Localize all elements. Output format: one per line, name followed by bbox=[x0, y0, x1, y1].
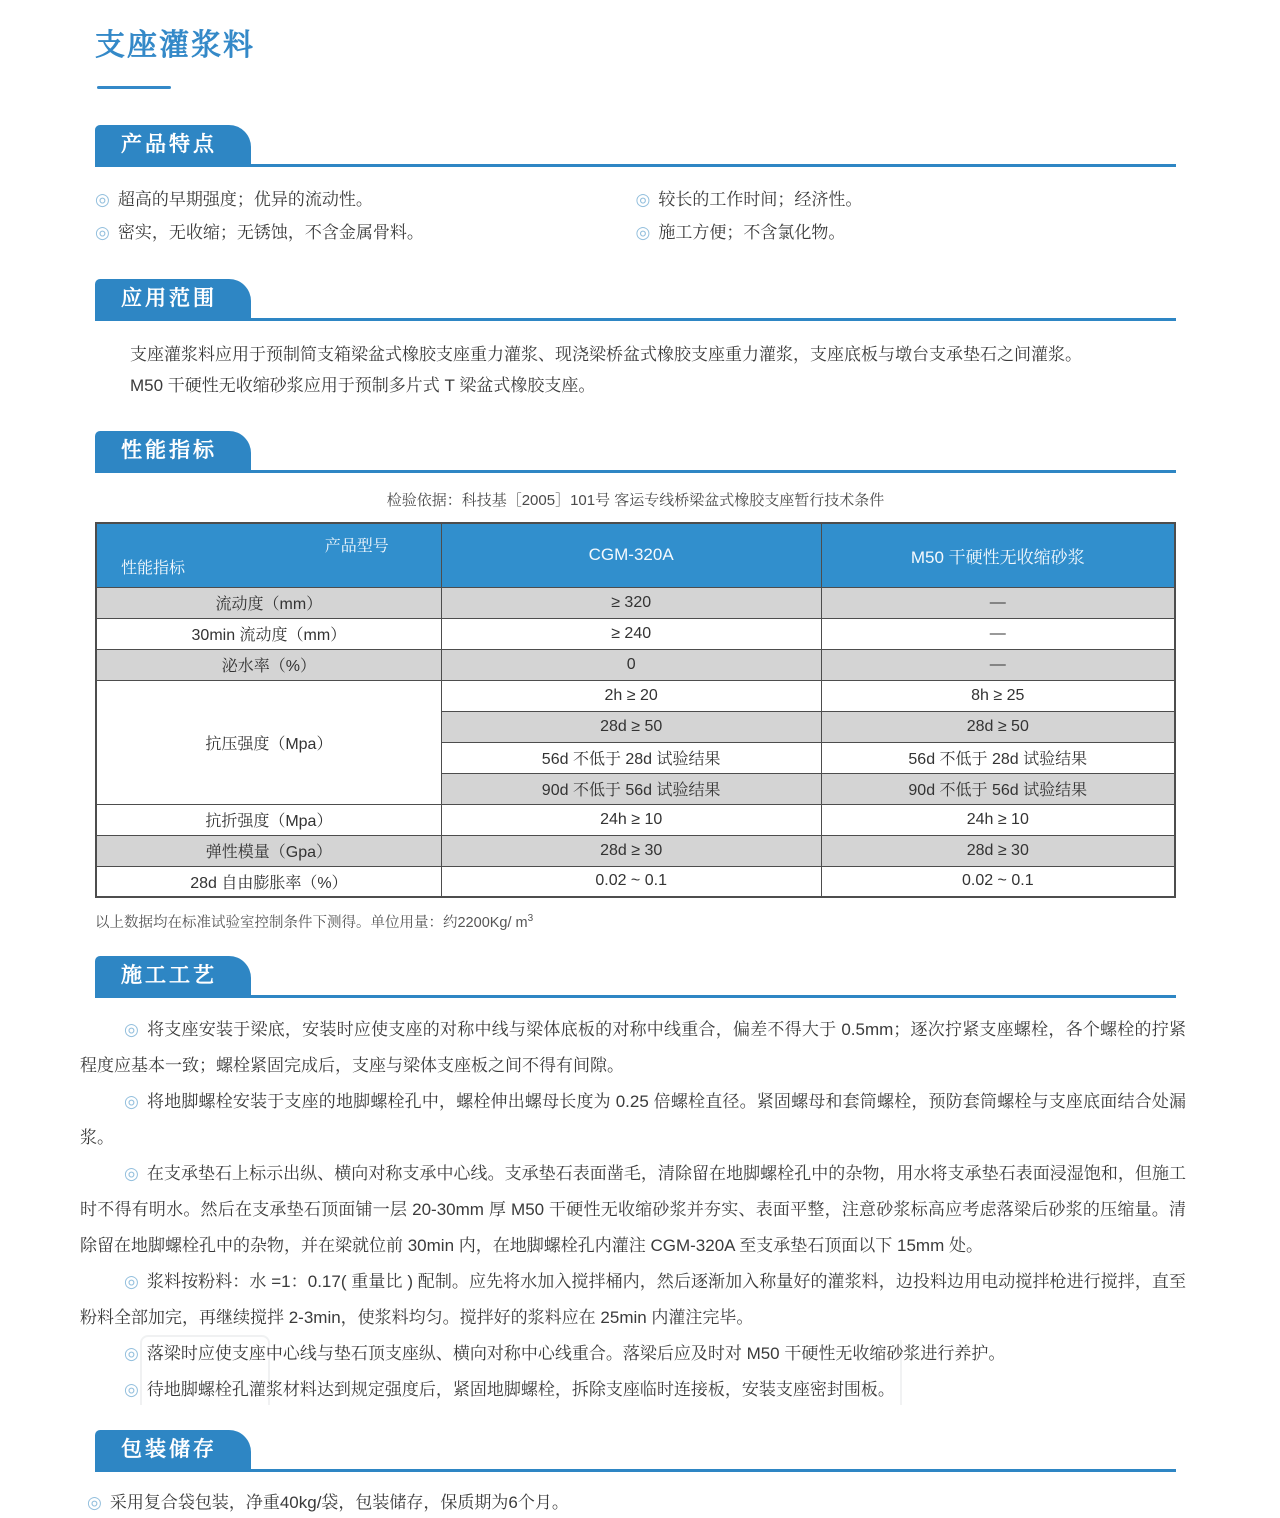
row-label: 抗折强度（Mpa） bbox=[96, 804, 441, 835]
section-badge: 施工工艺 bbox=[95, 956, 251, 995]
step-text: 在支承垫石上标示出纵、横向对称支承中心线。支承垫石表面凿毛，清除留在地脚螺栓孔中的杂物，用水将支承垫石表面浸湿饱和，但施工时不得有明水。然后在支承垫石顶面铺一层 20-30mm 厚 M50 干硬性无收缩砂浆并夯实、表面平整，注意砂浆标高应考虑落梁后砂浆的压缩量。清除留在地脚螺栓孔中的杂物，并在梁就位前 30min 内，在地脚螺栓孔内灌注 CGM-320A 至支承垫石顶面以下 15mm 处。 bbox=[80, 1164, 1186, 1255]
cell-value: 28d ≥ 30 bbox=[821, 835, 1175, 866]
step-text: 将支座安装于梁底，安装时应使支座的对称中线与梁体底板的对称中线重合，偏差不得大于 0.5mm；逐次拧紧支座螺栓，各个螺栓的拧紧程度应基本一致；螺栓紧固完成后，支座与梁体支座板之间不得有间隙。 bbox=[80, 1020, 1186, 1075]
cell-value: 8h ≥ 25 bbox=[821, 680, 1175, 711]
page-title: 支座灌浆料 bbox=[95, 29, 255, 62]
cell-value: 2h ≥ 20 bbox=[441, 680, 821, 711]
application-paragraph: M50 干硬性无收缩砂浆应用于预制多片式 T 梁盆式橡胶支座。 bbox=[130, 376, 596, 395]
section-badge: 性能指标 bbox=[95, 431, 251, 470]
section-badge: 产品特点 bbox=[95, 125, 251, 164]
process-step bbox=[80, 1372, 1186, 1408]
bullseye-bullet-icon: ◎ bbox=[635, 223, 651, 242]
cell-value: 56d 不低于 28d 试验结果 bbox=[821, 742, 1175, 773]
features-column-left bbox=[95, 183, 636, 249]
row-label: 28d 自由膨胀率（%） bbox=[96, 866, 441, 897]
cell-value: 28d ≥ 30 bbox=[441, 835, 821, 866]
cell-value: — bbox=[821, 649, 1175, 680]
performance-table bbox=[95, 522, 1176, 898]
features-column-right bbox=[636, 183, 1177, 249]
row-label: 流动度（mm） bbox=[96, 587, 441, 618]
table-row bbox=[96, 835, 1175, 866]
diagonal-corner-cell bbox=[96, 523, 441, 587]
corner-label-product-model: 产品型号 bbox=[324, 538, 389, 555]
cell-value: ≥ 320 bbox=[441, 587, 821, 618]
feature-text: 密实，无收缩；无锈蚀，不含金属骨料。 bbox=[117, 223, 424, 242]
cell-value: ≥ 240 bbox=[441, 618, 821, 649]
section-performance-indicators bbox=[95, 431, 1176, 932]
section-badge: 包装储存 bbox=[95, 1430, 251, 1469]
section-application-scope bbox=[95, 279, 1176, 401]
column-header-cgm320a: CGM-320A bbox=[441, 523, 821, 587]
step-text: 浆料按粉料：水 =1：0.17( 重量比 ) 配制。应先将水加入搅拌桶内，然后逐渐加入称量好的灌浆料，边投料边用电动搅拌枪进行搅拌，直至粉料全部加完，再继续搅拌 2-3min，使浆料均匀。搅拌好的浆料应在 25min 内灌注完毕。 bbox=[80, 1272, 1186, 1327]
step-text: 待地脚螺栓孔灌浆材料达到规定强度后，紧固地脚螺栓，拆除支座临时连接板，安装支座密封围板。 bbox=[146, 1380, 895, 1399]
list-item bbox=[95, 216, 636, 249]
list-item bbox=[87, 1488, 1176, 1518]
feature-text: 超高的早期强度；优异的流动性。 bbox=[117, 190, 373, 209]
bullseye-bullet-icon: ◎ bbox=[124, 1092, 140, 1111]
section-construction-process bbox=[80, 956, 1186, 1408]
application-body bbox=[130, 339, 1176, 401]
list-item bbox=[636, 183, 1177, 216]
bullseye-bullet-icon: ◎ bbox=[95, 223, 110, 242]
feature-text: 较长的工作时间；经济性。 bbox=[658, 190, 863, 209]
process-steps bbox=[80, 1012, 1186, 1408]
table-row bbox=[96, 866, 1175, 897]
cell-value: 0.02 ~ 0.1 bbox=[441, 866, 821, 897]
list-item bbox=[636, 216, 1177, 249]
cell-value: 28d ≥ 50 bbox=[821, 711, 1175, 742]
step-text: 将地脚螺栓安装于支座的地脚螺栓孔中，螺栓伸出螺母长度为 0.25 倍螺栓直径。紧固螺母和套筒螺栓，预防套筒螺栓与支座底面结合处漏浆。 bbox=[80, 1092, 1186, 1147]
table-row bbox=[96, 649, 1175, 680]
packaging-text: 采用复合袋包装，净重40kg/袋，包装储存，保质期为6个月。 bbox=[109, 1493, 569, 1512]
list-item bbox=[95, 183, 636, 216]
cell-value: 28d ≥ 50 bbox=[441, 711, 821, 742]
table-row bbox=[96, 618, 1175, 649]
process-step bbox=[80, 1264, 1186, 1336]
footnote-text: 以上数据均在标准试验室控制条件下测得。单位用量：约2200Kg/ m bbox=[95, 915, 528, 931]
bullseye-bullet-icon: ◎ bbox=[95, 190, 110, 209]
cell-value: 0 bbox=[441, 649, 821, 680]
process-step bbox=[80, 1156, 1186, 1264]
application-paragraph: 支座灌浆料应用于预制简支箱梁盆式橡胶支座重力灌浆、现浇梁桥盆式橡胶支座重力灌浆，支座底板与墩台支承垫石之间灌浆。 bbox=[130, 345, 1082, 364]
cell-value: — bbox=[821, 587, 1175, 618]
footnote-superscript: 3 bbox=[527, 913, 534, 925]
cell-value: 24h ≥ 10 bbox=[441, 804, 821, 835]
table-row bbox=[96, 680, 1175, 711]
section-product-features bbox=[95, 125, 1176, 249]
table-row bbox=[96, 587, 1175, 618]
section-header bbox=[95, 431, 1176, 473]
corner-label-performance-index: 性能指标 bbox=[121, 559, 186, 577]
process-step bbox=[80, 1084, 1186, 1156]
cell-value: 24h ≥ 10 bbox=[821, 804, 1175, 835]
feature-text: 施工方便；不含氯化物。 bbox=[658, 223, 846, 242]
row-label: 泌水率（%） bbox=[96, 649, 441, 680]
bullseye-bullet-icon: ◎ bbox=[635, 190, 651, 209]
step-text: 落梁时应使支座中心线与垫石顶支座纵、横向对称中心线重合。落梁后应及时对 M50 干硬性无收缩砂浆进行养护。 bbox=[146, 1344, 1006, 1363]
bullseye-bullet-icon: ◎ bbox=[124, 1380, 139, 1399]
process-step bbox=[80, 1336, 1186, 1372]
bullseye-bullet-icon: ◎ bbox=[124, 1272, 139, 1291]
process-step bbox=[80, 1012, 1186, 1084]
inspection-basis: 检验依据：科技基［2005］101号 客运专线桥梁盆式橡胶支座暂行技术条件 bbox=[386, 492, 885, 509]
table-header-row bbox=[96, 523, 1175, 587]
column-header-m50: M50 干硬性无收缩砂浆 bbox=[821, 523, 1175, 587]
table-footnote bbox=[95, 911, 1176, 932]
row-label: 弹性模量（Gpa） bbox=[96, 835, 441, 866]
bullseye-bullet-icon: ◎ bbox=[87, 1493, 102, 1512]
cell-value: 90d 不低于 56d 试验结果 bbox=[441, 773, 821, 804]
bullseye-bullet-icon: ◎ bbox=[124, 1344, 139, 1363]
bullseye-bullet-icon: ◎ bbox=[124, 1164, 139, 1183]
row-label-compressive-strength: 抗压强度（Mpa） bbox=[96, 680, 441, 804]
section-header bbox=[95, 125, 1176, 167]
table-row bbox=[96, 804, 1175, 835]
cell-value: 90d 不低于 56d 试验结果 bbox=[821, 773, 1175, 804]
section-header bbox=[95, 279, 1176, 321]
title-underline bbox=[97, 86, 171, 89]
cell-value: — bbox=[821, 618, 1175, 649]
cell-value: 56d 不低于 28d 试验结果 bbox=[441, 742, 821, 773]
section-header bbox=[95, 1430, 1176, 1472]
section-packaging-storage bbox=[87, 1430, 1176, 1518]
section-badge: 应用范围 bbox=[95, 279, 251, 318]
section-header bbox=[95, 956, 1176, 998]
features-list bbox=[95, 183, 1176, 249]
bullseye-bullet-icon: ◎ bbox=[124, 1020, 140, 1039]
packaging-body bbox=[87, 1488, 1176, 1518]
cell-value: 0.02 ~ 0.1 bbox=[821, 866, 1175, 897]
row-label: 30min 流动度（mm） bbox=[96, 618, 441, 649]
